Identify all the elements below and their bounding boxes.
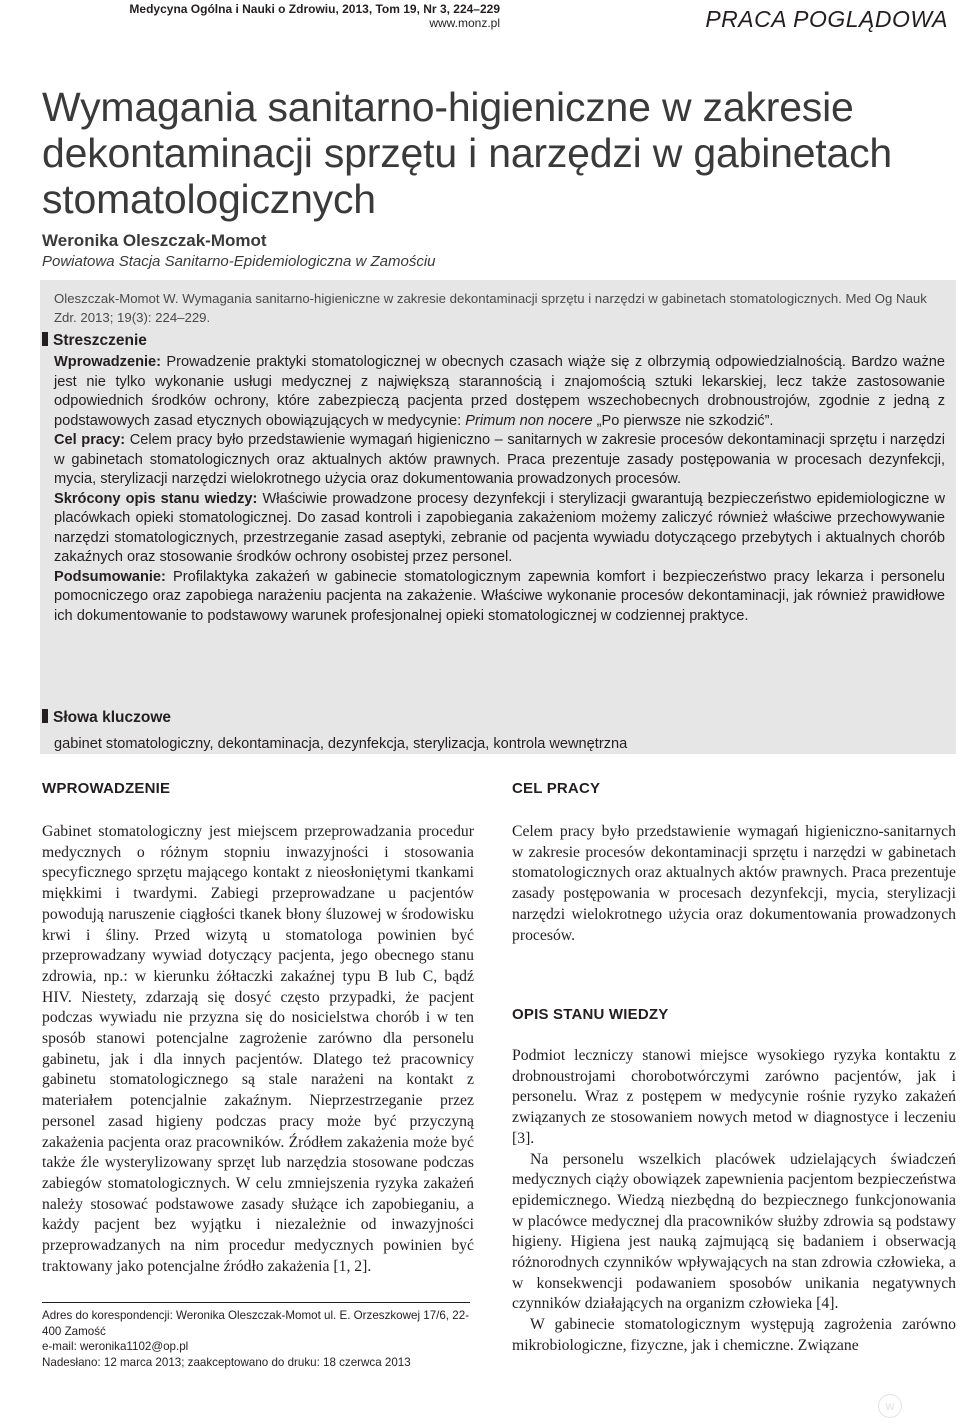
abstract-summary: [54, 568, 945, 627]
paper-type: PRACA POGLĄDOWA: [705, 6, 948, 32]
keywords-list: gabinet stomatologiczny, dekontaminacja, dezynfekcja, sterylizacja, kontrola wewnętrzna: [54, 736, 628, 752]
author-name: Weronika Oleszczak-Momot: [42, 231, 267, 250]
state-paragraph-2: Na personelu wszelkich placówek udzielających świadczeń medycznych ciąży obowiązek zapewnienia pacjentom bezpieczeństwa epidemicznego. Wiedzą niezbędną do bezpiecznego funkcjonowania w placówce medycznej dla pracowników służby zdrowia są podstawy higieny. Higiena jest nauką zajmującą się badaniem i obserwacją różnorodnych czynników wpływających na stan zdrowia człowieka, a w konsekwencji podawaniem sposobów unikania negatywnych czynników działających na organizm człowieka [4].: [512, 1150, 956, 1313]
intro-label: Wprowadzenie:: [54, 354, 162, 370]
watermark-logo-icon: w: [878, 1394, 902, 1418]
journal-line: Medycyna Ogólna i Nauki o Zdrowiu, 2013, Tom 19, Nr 3, 224–229: [129, 2, 500, 16]
state-heading: OPIS STANU WIEDZY: [512, 1006, 669, 1023]
state-paragraph-1: Podmiot leczniczy stanowi miejsce wysokiego ryzyka kontaktu z drobnoustrojami chorobotwórczymi zarówno pacjentów, jak i personelu. Wraz z postępem w medycynie rośnie ryzyko zakażeń związanych ze stosowaniem nowych metod w diagnostyce i leczeniu [3].: [512, 1047, 956, 1147]
introduction-heading: WPROWADZENIE: [42, 780, 171, 797]
keywords-heading: [42, 709, 171, 727]
intro-end: „Po pierwsze nie szkodzić”.: [592, 412, 774, 429]
journal-website[interactable]: www.monz.pl: [429, 16, 500, 30]
state-column: [512, 1046, 956, 1357]
state-paragraph-3: W gabinecie stomatologicznym występują zagrożenia zarówno mikrobiologiczne, fizyczne, jak i chemiczne. Związane: [512, 1316, 956, 1354]
correspondence-note: [42, 1308, 472, 1355]
abstract-introduction: [54, 353, 945, 431]
summary-text: Profilaktyka zakażeń w gabinecie stomatologicznym zapewnia komfort i bezpieczeństwo pracy lekarza i personelu pomocniczego oraz zapobiega narażeniu pacjenta na zakażenie. Właściwe wykonanie procesów dekontaminacji, jak również prawidłowe ich dokumentowanie to podstawowy warunek profesjonalnej opieki stomatologicznej w codziennej praktyce.: [54, 568, 945, 624]
article-title: Wymagania sanitarno-higieniczne w zakresie dekontaminacji sprzętu i narzędzi w gabinetach stomatologicznych: [42, 84, 892, 222]
correspondence-email[interactable]: e-mail: weronika1102@op.pl: [42, 1340, 189, 1353]
footnote-divider: [42, 1302, 470, 1303]
aim-label: Cel pracy:: [54, 432, 126, 448]
summary-label: Podsumowanie:: [54, 568, 166, 585]
intro-text: Prowadzenie praktyki stomatologicznej w obecnych czasach wiąże się z olbrzymią odpowiedzialnością. Bardzo ważne jest nie tylko wykonanie usługi medycznej z największą starannością i znajomością sztuki lekarskiej, lecz także zastosowanie odpowiednich środków ochrony, które zabezpieczą pacjenta przed dostępem wszechobecnych drobnoustrojów, zgodnie z jedną z podstawowych zasad etycznych obowiązujących w medycynie:: [54, 354, 945, 429]
abstract-heading-label: Streszczenie: [53, 332, 147, 349]
citation: Oleszczak-Momot W. Wymagania sanitarno-higieniczne w zakresie dekontaminacji sprzętu i narzędzi w gabinetach stomatologicznych. Med Og Nauk Zdr. 2013; 19(3): 224–229.: [54, 291, 927, 325]
journal-info: [108, 2, 500, 30]
abstract-state: [54, 490, 945, 568]
aim-heading: CEL PRACY: [512, 780, 601, 797]
abstract-body: [54, 353, 945, 626]
section-marker: [42, 332, 48, 346]
introduction-column: [42, 822, 474, 1277]
aim-text: Celem pracy było przedstawienie wymagań higieniczno – sanitarnych w zakresie procesów dekontaminacji sprzętu i narzędzi w gabinetach stomatologicznych oraz aktualnych aktów prawnych. Praca prezentuje zasady postępowania w procesach dezynfekcji, mycia, sterylizacji narzędzi wielokrotnego użycia oraz dokumentowania prowadzonych procesów.: [54, 432, 945, 487]
state-label: Skrócony opis stanu wiedzy:: [54, 490, 258, 507]
keywords-heading-label: Słowa kluczowe: [53, 709, 172, 726]
author-affiliation: Powiatowa Stacja Sanitarno-Epidemiologiczna w Zamościu: [42, 253, 436, 270]
state-text: Właściwie prowadzone procesy dezynfekcji i sterylizacji gwarantują bezpieczeństwo epidemiologiczne w placówkach opieki stomatologicznej. Do zasad kontroli i zapobiegania zakażeniom możemy zaliczyć również właściwe przechowywanie narzędzi stomatologicznych, przestrzeganie zasad aseptyki, zebranie od pacjenta wywiadu dotyczącego przebytych i aktualnych chorób zakaźnych oraz stosowanie środków ochrony osobistej przez personel.: [54, 490, 945, 565]
received-dates: Nadesłano: 12 marca 2013; zaakceptowano do druku: 18 czerwca 2013: [42, 1356, 411, 1369]
intro-latin-phrase: Primum non nocere: [465, 412, 593, 429]
correspondence-address: Adres do korespondencji: Weronika Oleszczak-Momot ul. E. Orzeszkowej 17/6, 22-400 Zamość: [42, 1309, 470, 1338]
abstract-aim: [54, 431, 945, 490]
aim-paragraph: Celem pracy było przedstawienie wymagań higieniczno-sanitarnych w zakresie procesów dekontaminacji sprzętu i narzędzi w gabinetach stomatologicznych oraz aktualnych aktów prawnych. Praca prezentuje zasady postępowania w procesach dezynfekcji, mycia, sterylizacji narzędzi wielokrotnego użycia oraz dokumentowania prowadzonych procesów.: [512, 823, 956, 944]
section-marker: [42, 709, 48, 723]
abstract-heading: [42, 332, 147, 350]
aim-column: [512, 822, 956, 946]
introduction-paragraph: Gabinet stomatologiczny jest miejscem przeprowadzania procedur medycznych o różnym stopniu inwazyjności i stosowania specyficznego sprzętu mającego kontakt z nieosłoniętymi tkankami miękkimi i twardymi. Zabiegi przeprowadzane u pacjentów powodują naruszenie ciągłości tkanek błony śluzowej w środowisku krwi i śliny. Przed wizytą u stomatologa powinien być przeprowadzany wywiad dotyczący pacjenta, jego obecnego stanu zdrowia, np.: w kierunku żółtaczki zakaźnej typu B lub C, bądź HIV. Niestety, zdarzają się dosyć często przypadki, że pacjent podczas wywiadu nie przyzna się do nosicielstwa chorób i w ten sposób stanowi potencjalne zagrożenie zarówno dla personelu gabinetu, jak i dla innych pacjentów. Dlatego też pracownicy gabinetu stomatologicznego są stale narażeni na kontakt z materiałem potencjalnie zakaźnym. Nieprzestrzeganie przez personel zasad higieny podczas pracy może być przyczyną zakażenia pacjenta oraz pracowników. Źródłem zakażenia może być także źle wysterylizowany sprzęt lub narzędzia stosowane podczas zabiegów stomatologicznych. W celu zmniejszenia ryzyka zakażeń należy stosować podstawowe zasady służące ich zapobieganiu, a każdy pacjent bez wyjątku i niezależnie od inwazyjności przeprowadzanych na nim procedur medycznych powinien być traktowany jako potencjalne źródło zakażenia [1, 2].: [42, 823, 474, 1275]
